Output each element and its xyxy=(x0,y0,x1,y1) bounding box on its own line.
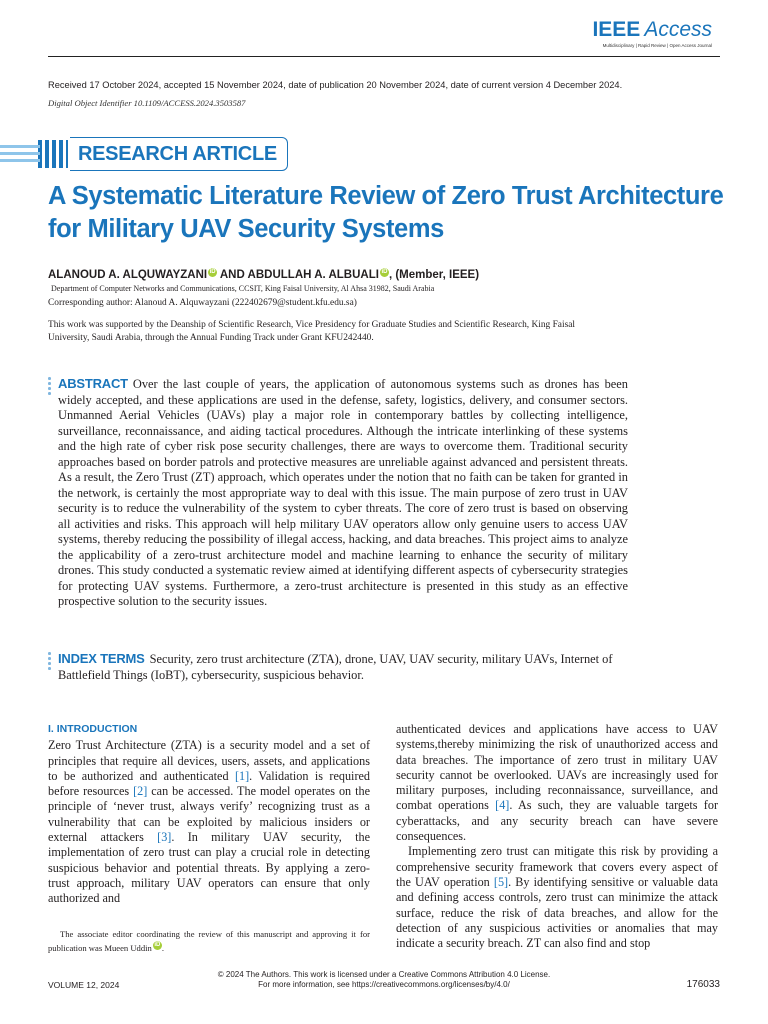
orcid-icon[interactable]: iD xyxy=(209,269,216,275)
badge-stripes-decoration xyxy=(0,136,68,172)
author-membership: , (Member, IEEE) xyxy=(388,269,480,281)
orcid-icon[interactable]: iD xyxy=(381,269,388,275)
author-name: ALANOUD A. ALQUWAYZANI xyxy=(48,269,208,281)
journal-logo xyxy=(592,18,712,48)
article-type-badge xyxy=(0,136,290,172)
abstract-label: ABSTRACT xyxy=(58,376,128,391)
article-title: A Systematic Literature Review of Zero Trust Architecture for Military UAV Security Systems xyxy=(48,182,724,243)
index-terms-label: INDEX TERMS xyxy=(58,651,145,666)
citation-link[interactable]: [5] xyxy=(493,874,509,889)
affiliation: Department of Computer Networks and Communications, CCSIT, King Faisal University, Al Ahsa 31982, Saudi Arabia xyxy=(51,284,435,293)
body-column-left xyxy=(48,722,370,907)
logo-ieee: IEEE xyxy=(592,18,641,41)
citation-link[interactable]: [3] xyxy=(157,830,172,845)
volume-label: VOLUME 12, 2024 xyxy=(48,980,120,990)
corresponding-author: Corresponding author: Alanoud A. Alquwayzani (222402679@student.kfu.edu.sa) xyxy=(48,298,357,308)
body-paragraph: authenticated devices and applications have access to UAV systems,thereby minimizing the risk of unauthorized access and data breaches. The importance of zero trust in military UAV security cannot be overlooked. UAVs are increasingly used for military purposes, including reconnaissance, surveillance, and combat operations [4]. As such, they are valuable targets for cyberattacks, and any security breach can have severe consequences. xyxy=(396,722,718,844)
body-paragraph: Implementing zero trust can mitigate this risk by providing a comprehensive security framework that covers every aspect of the UAV operation [5]. By identifying sensitive or valuable data and defining access controls, zero trust can minimize the attack surface, reduce the risk of data breaches, and allow for the detection of any suspicious activities or anomalies that may indicate a security breach. ZT can also find and stop xyxy=(396,844,718,951)
author-line xyxy=(48,268,479,281)
index-terms-text: Security, zero trust architecture (ZTA), drone, UAV, UAV security, military UAVs, Internet of Battlefield Things (IoBT), cybersecurity, suspicious behavior. xyxy=(58,652,613,682)
dots-decoration xyxy=(48,377,51,397)
abstract-text: Over the last couple of years, the application of autonomous systems such as drones has been widely accepted, and these applications are used in the defense, safety, logistics, delivery, and consumer sectors. Unmanned Aerial Vehicles (UAVs) play a major role in contemporary battles by collecting intelligence, surveillance, reconnaissance, and aiding tactical procedures. Although the intricate interlinking of these systems and the high rate of cyber risk pose security challenges, there are ways to overcome them. Traditional security approaches based on border patrols and protective measures are unreliable against advanced and persistent threats. As a result, the Zero Trust (ZT) approach, which operates under the notion that no faith can be taken for granted in the network, is certainly the most appropriate way to deal with this issue. The main purpose of zero trust in UAV security is to reduce the vulnerability of the system to cyber threats. The core of zero trust is based on observing all activities and risks. This approach will help military UAV operators allow only genuine users to access UAV systems, thereby reducing the possibility of illegal access, hacking, and data breaches. This project aims to analyze the applicability of a zero-trust architecture model and machine learning to enhance the security of military drones. This study conducted a systematic review aimed at identifying different aspects of cybersecurity strategies for protecting UAV systems. Furthermore, a zero-trust architecture is presented in this study as an effective prospective solution to the security issues. xyxy=(58,377,628,608)
page-number: 176033 xyxy=(686,979,720,990)
section-heading: I. INTRODUCTION xyxy=(48,723,138,735)
editor-footnote: The associate editor coordinating the review of this manuscript and approving it for publication was Mueen Uddin iD . xyxy=(48,929,370,953)
journal-tagline: Multidisciplinary | Rapid Review | Open Access Journal xyxy=(602,43,712,48)
logo-access: Access xyxy=(644,18,712,41)
doi: Digital Object Identifier 10.1109/ACCESS.2024.3503587 xyxy=(48,98,246,108)
orcid-icon[interactable]: iD xyxy=(154,942,161,948)
citation-link[interactable]: [2] xyxy=(133,784,148,799)
publication-dates: Received 17 October 2024, accepted 15 November 2024, date of publication 20 November 2024, date of current version 4 December 2024. xyxy=(48,80,623,90)
article-type: RESEARCH ARTICLE xyxy=(78,142,277,165)
header-rule xyxy=(48,56,720,57)
funding-statement: This work was supported by the Deanship of Scientific Research, Vice Presidency for Graduate Studies and Scientific Research, King Faisal University, Saudi Arabia, through the Annual Funding Track under Grant KFU242440. xyxy=(48,320,575,343)
body-column-right xyxy=(396,722,718,951)
license-text: © 2024 The Authors. This work is licensed under a Creative Commons Attribution 4.0 License. For more information, see https://creativecommons.org/licenses/by/4.0/ xyxy=(217,970,551,989)
citation-link[interactable]: [1] xyxy=(234,768,250,783)
badge-box xyxy=(70,137,288,171)
citation-link[interactable]: [4] xyxy=(495,798,510,813)
body-paragraph: Zero Trust Architecture (ZTA) is a security model and a set of principles that require all devices, users, assets, and applications to be authorized and authenticated [1]. Validation is required before resources [2] can be accessed. The model operates on the principle of ‘never trust, always verify’ recognizing trust as a vulnerability that can be exploited by malicious insiders or external attackers [3]. In military UAV security, the implementation of zero trust can play a crucial role in detecting suspicious behavior and potential threats. By applying a zero-trust approach, military UAV operators can ensure that only authorized and xyxy=(48,738,371,906)
index-terms xyxy=(58,651,628,683)
abstract xyxy=(58,376,628,610)
dots-decoration xyxy=(48,652,51,672)
author-name: AND ABDULLAH A. ALBUALI xyxy=(217,269,379,281)
